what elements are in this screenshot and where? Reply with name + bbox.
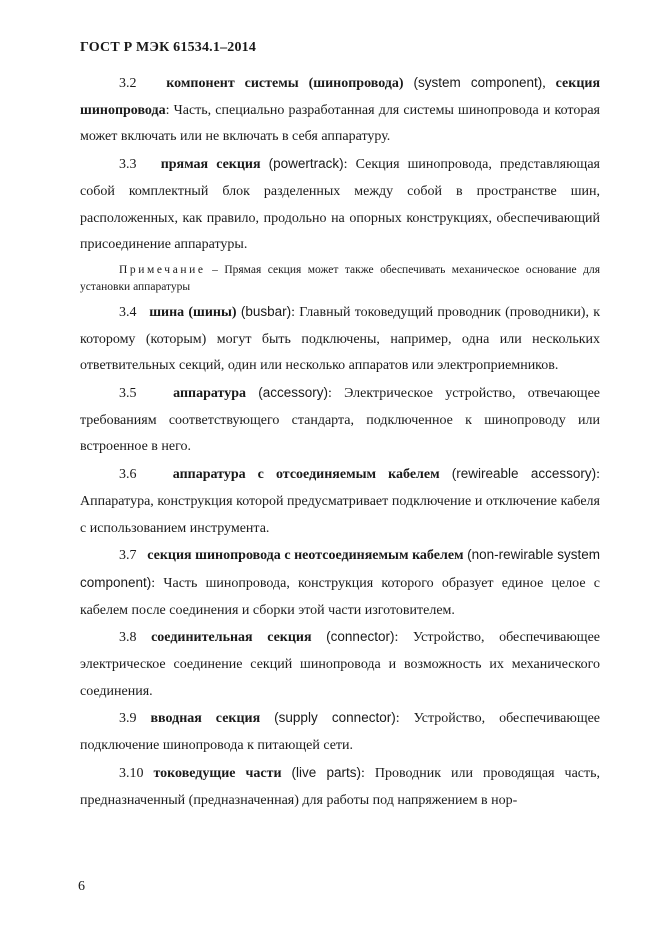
term-english: (live parts) (291, 764, 362, 780)
term-english: (busbar) (240, 303, 292, 319)
section-3-3 (80, 151, 600, 259)
term: аппаратура с отсоединяемым кабелем (172, 467, 440, 483)
note (80, 262, 600, 296)
term-english: (system component) (413, 75, 543, 90)
term: прямая секция (160, 157, 261, 173)
definition: : Проводник или проводящая часть, предназначенный (предназначенная) для работы под напряжением в нор- (80, 765, 601, 808)
section-number: 3.4 (119, 304, 137, 320)
term: шина (шины) (149, 304, 237, 320)
note-text: – Прямая секция может также обеспечивать механическое основание для установки аппаратуры (80, 263, 600, 293)
section-number: 3.6 (119, 467, 137, 483)
section-number: 3.3 (119, 157, 137, 173)
section-3-2 (80, 70, 600, 151)
section-3-8 (80, 624, 600, 705)
term: вводная секция (150, 711, 261, 727)
definition: : Секция шинопровода, представляющая собой комплектный блок разделенных между собой в пространстве шин, расположенных, как правило, продольно на опорных конструкциях, обеспечивающий присоединение аппаратуры. (80, 157, 600, 253)
page-content (80, 70, 600, 814)
page-number: 6 (78, 879, 85, 894)
definition: : Часть, специально разработанная для системы шинопровода и которая может включать или не включать в себя аппаратуру. (80, 102, 600, 145)
section-number: 3.5 (119, 386, 137, 402)
section-3-10 (80, 760, 600, 814)
section-number: 3.9 (119, 711, 137, 727)
note-label: Примечание (119, 263, 206, 276)
section-number: 3.10 (119, 765, 144, 781)
term: секция шинопровода (80, 76, 601, 118)
term: компонент системы (шинопровода) (166, 76, 404, 91)
section-3-4 (80, 299, 600, 380)
term: аппаратура (173, 386, 246, 402)
section-number: 3.8 (119, 630, 137, 646)
section-3-9 (80, 705, 600, 759)
section-3-5 (80, 380, 600, 461)
term: токоведущие части (153, 765, 282, 781)
section-3-6 (80, 461, 600, 542)
section-number: 3.2 (119, 76, 137, 91)
term-english: (rewireable accessory) (451, 466, 597, 482)
section-number: 3.7 (119, 548, 137, 564)
term-english: (connector) (326, 629, 395, 645)
definition: : Часть шинопровода, конструкция которого образует единое целое с кабелем после соединения и сборки этой части изготовителем. (80, 575, 600, 618)
term-english: (supply connector) (274, 710, 396, 726)
text: , (542, 76, 556, 91)
definition: : Устройство, обеспечивающее подключение шинопровода к питающей сети. (80, 711, 601, 754)
definition: : Главный токоведущий проводник (проводники), к которому (которым) могут быть подключены, например, одна или нескольких ответвительных секций, один или несколько аппаратов или электроприемников. (80, 304, 601, 374)
term-english: (accessory) (258, 385, 328, 401)
term: соединительная секция (151, 630, 312, 646)
definition: : Аппаратура, конструкция которой предусматривает подключение и отключение кабеля с использованием инструмента. (80, 467, 601, 536)
term-english: (non-rewirable system component) (80, 547, 601, 590)
document-header: ГОСТ Р МЭК 61534.1–2014 (80, 40, 257, 55)
section-3-7 (80, 542, 600, 624)
term: секция шинопровода с неотсоединяемым кабелем (147, 548, 464, 564)
term-english: (powertrack) (268, 156, 344, 172)
definition: : Устройство, обеспечивающее электрическое соединение секций шинопровода и возможность их механического соединения. (80, 630, 601, 699)
definition: : Электрическое устройство, отвечающее требованиям соответствующего стандарта, подключенное к шинопроводу или встроенное в него. (80, 386, 601, 455)
